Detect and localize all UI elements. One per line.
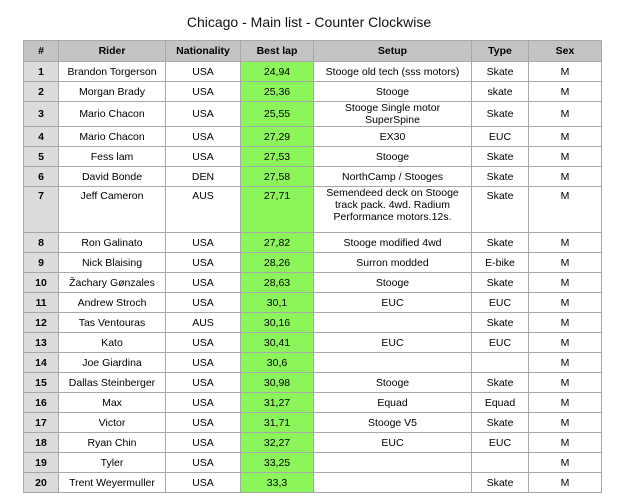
- column-header-nationality: Nationality: [166, 41, 241, 62]
- nationality-cell: USA: [166, 333, 241, 353]
- sex-cell: M: [529, 313, 602, 333]
- table-row: [24, 373, 602, 393]
- rider-cell: David Bonde: [59, 167, 166, 187]
- type-cell: EUC: [472, 127, 529, 147]
- sex-cell: M: [529, 147, 602, 167]
- setup-cell: Stooge old tech (sss motors): [314, 62, 472, 82]
- nationality-cell: USA: [166, 127, 241, 147]
- rider-cell: Andrew Stroch: [59, 293, 166, 313]
- rider-cell: Fess lam: [59, 147, 166, 167]
- rank-cell: 14: [24, 353, 59, 373]
- nationality-cell: USA: [166, 147, 241, 167]
- best-lap-cell: 30,41: [241, 333, 314, 353]
- rank-cell: 7: [24, 187, 59, 233]
- rider-cell: Victor: [59, 413, 166, 433]
- column-header-best-lap: Best lap: [241, 41, 314, 62]
- sex-cell: M: [529, 293, 602, 313]
- setup-cell: EUC: [314, 433, 472, 453]
- setup-cell: EX30: [314, 127, 472, 147]
- rider-cell: Morgan Brady: [59, 82, 166, 102]
- type-cell: Skate: [472, 147, 529, 167]
- rank-cell: 6: [24, 167, 59, 187]
- type-cell: Skate: [472, 413, 529, 433]
- sex-cell: M: [529, 413, 602, 433]
- nationality-cell: DEN: [166, 167, 241, 187]
- type-cell: EUC: [472, 433, 529, 453]
- sex-cell: M: [529, 273, 602, 293]
- nationality-cell: USA: [166, 433, 241, 453]
- nationality-cell: USA: [166, 393, 241, 413]
- setup-cell: [314, 353, 472, 373]
- sex-cell: M: [529, 353, 602, 373]
- rider-cell: Žachary Gønzales: [59, 273, 166, 293]
- sex-cell: M: [529, 393, 602, 413]
- rider-cell: Trent Weyermuller: [59, 473, 166, 493]
- setup-cell: Stooge: [314, 273, 472, 293]
- rank-cell: 9: [24, 253, 59, 273]
- table-row: [24, 187, 602, 233]
- sex-cell: M: [529, 333, 602, 353]
- setup-cell: Stooge: [314, 82, 472, 102]
- rank-cell: 5: [24, 147, 59, 167]
- nationality-cell: USA: [166, 273, 241, 293]
- rider-cell: Nick Blaising: [59, 253, 166, 273]
- best-lap-cell: 27,71: [241, 187, 314, 233]
- table-row: [24, 273, 602, 293]
- nationality-cell: USA: [166, 373, 241, 393]
- rider-cell: Ryan Chin: [59, 433, 166, 453]
- setup-cell: [314, 313, 472, 333]
- table-row: [24, 433, 602, 453]
- nationality-cell: USA: [166, 82, 241, 102]
- rider-cell: Mario Chacon: [59, 127, 166, 147]
- rank-cell: 1: [24, 62, 59, 82]
- best-lap-cell: 27,82: [241, 233, 314, 253]
- page-title: Chicago - Main list - Counter Clockwise: [186, 14, 432, 30]
- nationality-cell: USA: [166, 453, 241, 473]
- best-lap-cell: 33,25: [241, 453, 314, 473]
- type-cell: Skate: [472, 273, 529, 293]
- type-cell: Skate: [472, 62, 529, 82]
- sex-cell: M: [529, 62, 602, 82]
- setup-cell: Surron modded: [314, 253, 472, 273]
- best-lap-cell: 25,55: [241, 102, 314, 127]
- table-row: [24, 293, 602, 313]
- best-lap-cell: 28,63: [241, 273, 314, 293]
- sex-cell: M: [529, 433, 602, 453]
- type-cell: Skate: [472, 313, 529, 333]
- rank-cell: 20: [24, 473, 59, 493]
- nationality-cell: USA: [166, 62, 241, 82]
- best-lap-cell: 27,58: [241, 167, 314, 187]
- type-cell: [472, 353, 529, 373]
- sex-cell: M: [529, 373, 602, 393]
- type-cell: E-bike: [472, 253, 529, 273]
- table-row: [24, 353, 602, 373]
- type-cell: Skate: [472, 187, 529, 233]
- rider-cell: Brandon Torgerson: [59, 62, 166, 82]
- table-row: [24, 147, 602, 167]
- type-cell: skate: [472, 82, 529, 102]
- best-lap-cell: 31,27: [241, 393, 314, 413]
- type-cell: Skate: [472, 233, 529, 253]
- sex-cell: M: [529, 253, 602, 273]
- best-lap-cell: 32,27: [241, 433, 314, 453]
- column-header-type: Type: [472, 41, 529, 62]
- table-row: [24, 127, 602, 147]
- sex-cell: M: [529, 473, 602, 493]
- sex-cell: M: [529, 187, 602, 233]
- best-lap-cell: 30,98: [241, 373, 314, 393]
- table-row: [24, 253, 602, 273]
- type-cell: Equad: [472, 393, 529, 413]
- rider-cell: Tyler: [59, 453, 166, 473]
- setup-cell: Stooge: [314, 373, 472, 393]
- rank-cell: 3: [24, 102, 59, 127]
- rider-cell: Kato: [59, 333, 166, 353]
- table-row: [24, 333, 602, 353]
- rank-cell: 15: [24, 373, 59, 393]
- results-table: [23, 40, 602, 493]
- best-lap-cell: 33,3: [241, 473, 314, 493]
- nationality-cell: USA: [166, 353, 241, 373]
- rank-cell: 19: [24, 453, 59, 473]
- type-cell: Skate: [472, 473, 529, 493]
- setup-cell: EUC: [314, 293, 472, 313]
- type-cell: EUC: [472, 293, 529, 313]
- rank-cell: 2: [24, 82, 59, 102]
- nationality-cell: USA: [166, 413, 241, 433]
- sex-cell: M: [529, 453, 602, 473]
- setup-cell: [314, 453, 472, 473]
- type-cell: Skate: [472, 373, 529, 393]
- nationality-cell: USA: [166, 293, 241, 313]
- best-lap-cell: 30,6: [241, 353, 314, 373]
- setup-cell: [314, 473, 472, 493]
- rank-cell: 4: [24, 127, 59, 147]
- table-row: [24, 62, 602, 82]
- nationality-cell: USA: [166, 473, 241, 493]
- setup-cell: EUC: [314, 333, 472, 353]
- best-lap-cell: 24,94: [241, 62, 314, 82]
- best-lap-cell: 27,53: [241, 147, 314, 167]
- table-row: [24, 413, 602, 433]
- rider-cell: Ron Galinato: [59, 233, 166, 253]
- sex-cell: M: [529, 233, 602, 253]
- rider-cell: Jeff Cameron: [59, 187, 166, 233]
- header-row: [24, 41, 602, 62]
- setup-cell: Semendeed deck on Stooge track pack. 4wd. Radium Performance motors.12s.: [314, 187, 472, 233]
- best-lap-cell: 25,36: [241, 82, 314, 102]
- best-lap-cell: 28,26: [241, 253, 314, 273]
- rank-cell: 10: [24, 273, 59, 293]
- column-header-number: #: [24, 41, 59, 62]
- best-lap-cell: 30,1: [241, 293, 314, 313]
- rider-cell: Max: [59, 393, 166, 413]
- nationality-cell: AUS: [166, 313, 241, 333]
- sex-cell: M: [529, 127, 602, 147]
- table-row: [24, 82, 602, 102]
- table-row: [24, 453, 602, 473]
- nationality-cell: USA: [166, 102, 241, 127]
- table-row: [24, 473, 602, 493]
- type-cell: [472, 453, 529, 473]
- setup-cell: Stooge V5: [314, 413, 472, 433]
- rank-cell: 11: [24, 293, 59, 313]
- column-header-rider: Rider: [59, 41, 166, 62]
- table-row: [24, 313, 602, 333]
- rider-cell: Dallas Steinberger: [59, 373, 166, 393]
- setup-cell: Stooge Single motor SuperSpine: [314, 102, 472, 127]
- table-row: [24, 393, 602, 413]
- rider-cell: Mario Chacon: [59, 102, 166, 127]
- rank-cell: 16: [24, 393, 59, 413]
- best-lap-cell: 27,29: [241, 127, 314, 147]
- type-cell: Skate: [472, 167, 529, 187]
- rank-cell: 12: [24, 313, 59, 333]
- sex-cell: M: [529, 167, 602, 187]
- type-cell: EUC: [472, 333, 529, 353]
- nationality-cell: USA: [166, 253, 241, 273]
- table-row: [24, 233, 602, 253]
- table-row: [24, 167, 602, 187]
- nationality-cell: USA: [166, 233, 241, 253]
- setup-cell: Stooge modified 4wd: [314, 233, 472, 253]
- nationality-cell: AUS: [166, 187, 241, 233]
- table-row: [24, 102, 602, 127]
- setup-cell: NorthCamp / Stooges: [314, 167, 472, 187]
- rank-cell: 8: [24, 233, 59, 253]
- type-cell: Skate: [472, 102, 529, 127]
- sex-cell: M: [529, 102, 602, 127]
- best-lap-cell: 30,16: [241, 313, 314, 333]
- column-header-setup: Setup: [314, 41, 472, 62]
- setup-cell: Equad: [314, 393, 472, 413]
- rider-cell: Tas Ventouras: [59, 313, 166, 333]
- rank-cell: 18: [24, 433, 59, 453]
- sex-cell: M: [529, 82, 602, 102]
- column-header-sex: Sex: [529, 41, 602, 62]
- rank-cell: 13: [24, 333, 59, 353]
- best-lap-cell: 31,71: [241, 413, 314, 433]
- setup-cell: Stooge: [314, 147, 472, 167]
- rider-cell: Joe Giardina: [59, 353, 166, 373]
- rank-cell: 17: [24, 413, 59, 433]
